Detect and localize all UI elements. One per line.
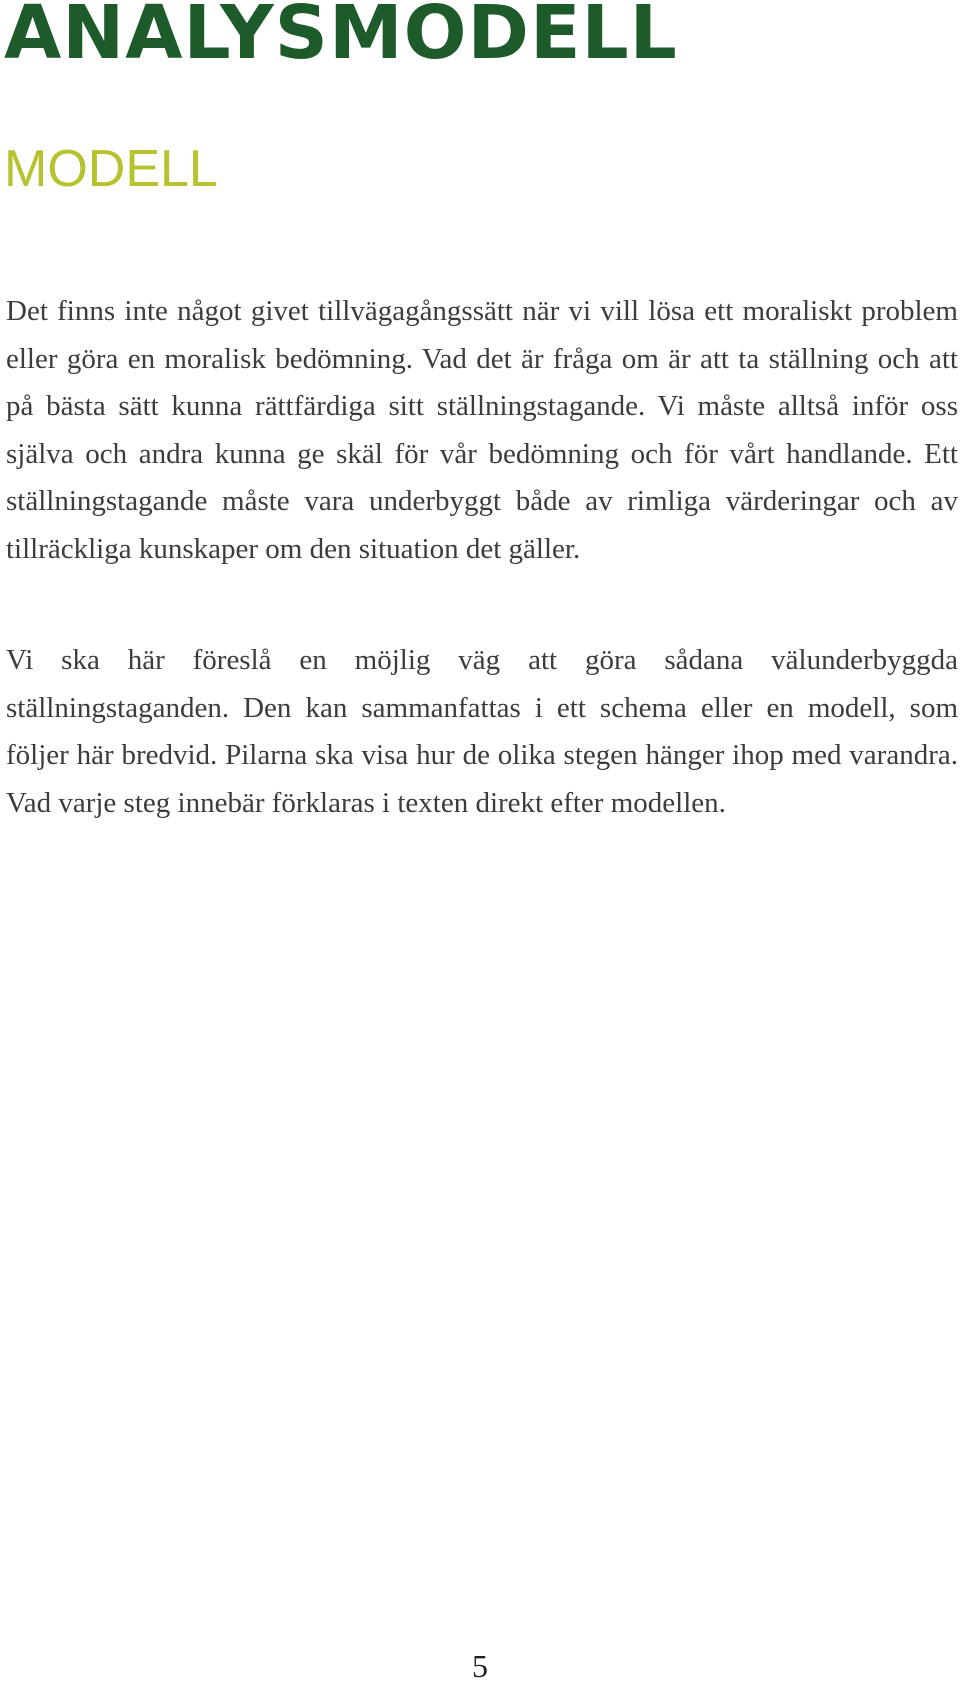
section-heading: MODELL	[4, 140, 218, 198]
page-number: 5	[472, 1648, 488, 1684]
body-paragraph-1: Det finns inte något givet tillvägagångssätt när vi vill lösa ett moraliskt problem eller göra en moralisk bedömning. Vad det är fråga om är att ta ställning och att på bästa sätt kunna rättfärdiga sitt ställningstagande. Vi måste alltså inför oss själva och andra kunna ge skäl för vår bedömning och för vårt handlande. Ett ställningstagande måste vara underbyggt både av rimliga värderingar och av tillräckliga kunskaper om den situation det gäller.	[6, 295, 958, 565]
page-title: ANALYSMODELL	[4, 0, 678, 76]
body-paragraph-2: Vi ska här föreslå en möjlig väg att göra sådana välunderbyggda ställningstaganden. Den kan sammanfattas i ett schema eller en modell, som följer här bredvid. Pilarna ska visa hur de olika stegen hänger ihop med varandra. Vad varje steg innebär förklaras i texten direkt efter modellen.	[6, 644, 958, 819]
